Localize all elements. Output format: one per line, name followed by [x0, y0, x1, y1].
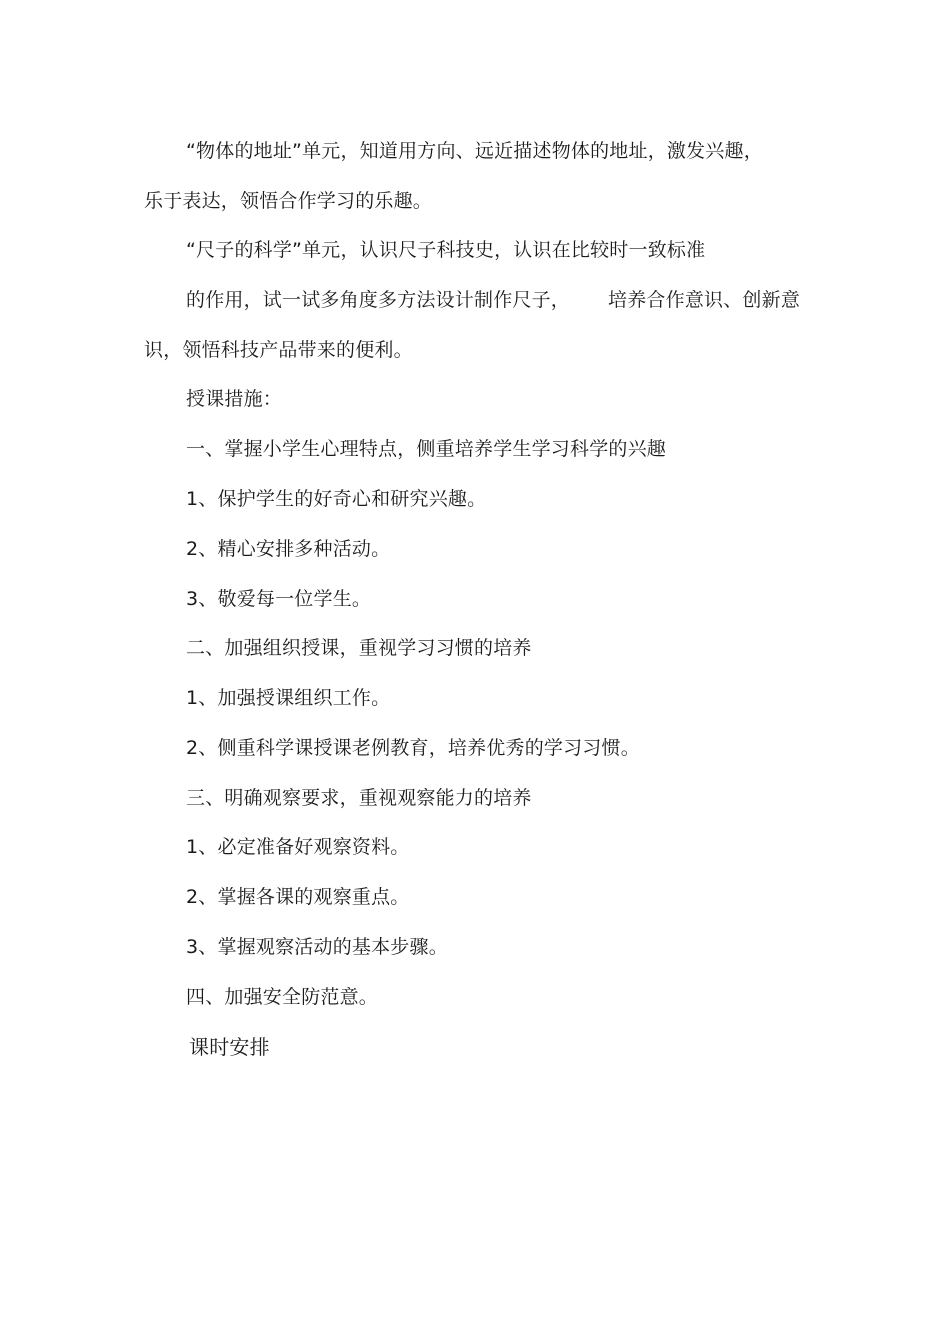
paragraph-ruler-unit: “尺子的科学”单元，认识尺子科技史，认识在比较时一致标准	[186, 239, 706, 261]
list-item-2-2: 2、侧重科学课授课老例教育，培养优秀的学习习惯。	[186, 737, 640, 759]
list-item-3-1: 1、必定准备好观察资料。	[186, 836, 410, 858]
heading-teaching-measures: 授课措施：	[186, 388, 283, 410]
list-item-1-3: 3、敬爱每一位学生。	[186, 588, 372, 610]
list-item-1-1: 1、保护学生的好奇心和研究兴趣。	[186, 488, 487, 510]
paragraph-location-unit: “物体的地址”单元，知道用方向、远近描述物体的地址，激发兴趣，	[186, 140, 763, 162]
section-heading-3: 三、明确观察要求，重视观察能力的培养	[186, 787, 532, 809]
heading-class-schedule: 课时安排	[189, 1035, 270, 1059]
ruler-unit-text-b: 培养合作意识、创新意	[608, 289, 801, 311]
list-item-1-2: 2、精心安排多种活动。	[186, 538, 391, 560]
list-item-3-3: 3、掌握观察活动的基本步骤。	[186, 936, 448, 958]
list-item-3-2: 2、掌握各课的观察重点。	[186, 886, 410, 908]
ruler-unit-text-a: 的作用，试一试多角度多方法设计制作尺子，	[186, 289, 571, 311]
list-item-2-1: 1、加强授课组织工作。	[186, 687, 391, 709]
section-heading-2: 二、加强组织授课，重视学习习惯的培养	[186, 637, 532, 659]
paragraph-ruler-unit-cont	[186, 288, 800, 312]
paragraph-ruler-unit-end: 识，领悟科技产品带来的便利。	[144, 339, 413, 361]
section-heading-4: 四、加强安全防范意。	[186, 986, 379, 1008]
section-heading-1: 一、掌握小学生心理特点，侧重培养学生学习科学的兴趣	[186, 438, 667, 460]
paragraph-location-unit-cont: 乐于表达，领悟合作学习的乐趣。	[144, 190, 433, 212]
